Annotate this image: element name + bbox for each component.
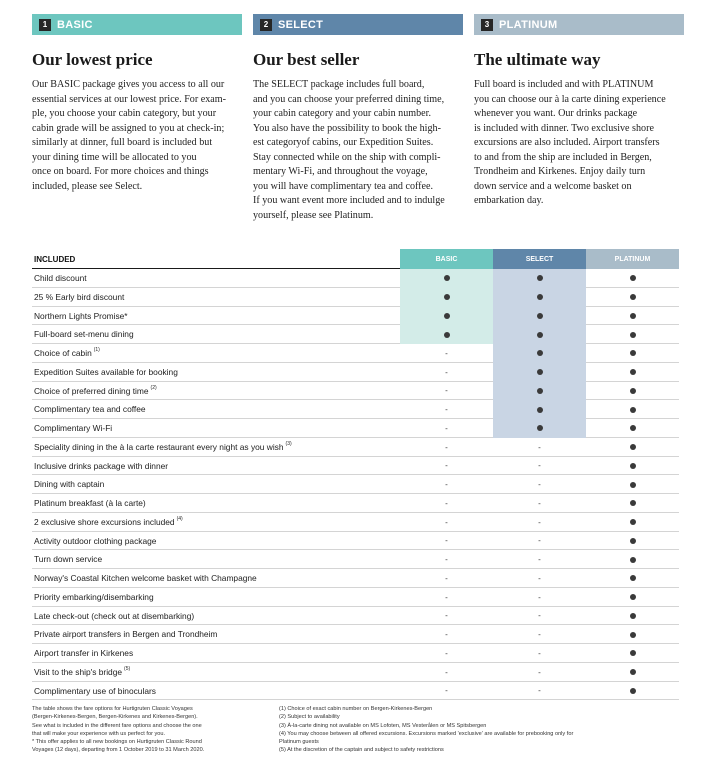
table-row (32, 382, 679, 401)
included-dot-icon (537, 407, 543, 413)
table-row (32, 475, 679, 494)
platinum-number-badge: 3 (481, 19, 493, 31)
feature-name: Choice of preferred dining time (34, 385, 149, 396)
basic-package (32, 14, 242, 194)
description-line: essential services at our lowest price. For exam- (32, 93, 226, 105)
included-dot-icon (537, 294, 543, 300)
table-row (32, 494, 679, 513)
basic-cell (400, 382, 493, 401)
feature-name: Speciality dining in the à la carte restaurant every night as you wish (34, 441, 284, 452)
feature-label (34, 592, 154, 602)
description-line: Our BASIC package gives you access to all our (32, 79, 225, 90)
not-included-dash: - (445, 592, 448, 602)
platinum-description (474, 78, 684, 209)
table-body (32, 269, 679, 700)
included-dot-icon (630, 669, 636, 675)
included-dot-icon (630, 332, 636, 338)
select-heading: Our best seller (253, 50, 360, 69)
select-cell (493, 307, 586, 326)
description-line: You also have the possibility to book the high- (253, 122, 441, 134)
included-dot-icon (630, 275, 636, 281)
description-line: mentary Wi-Fi, and throughout the voyage, (253, 166, 428, 177)
platinum-package (474, 14, 684, 209)
table-row (32, 363, 679, 382)
feature-label (34, 498, 146, 508)
footnote-line: Platinum guests (279, 739, 319, 746)
description-line: you can choose our à la carte dining experience (474, 93, 666, 105)
included-dot-icon (444, 275, 450, 281)
basic-cell (400, 550, 493, 569)
column-header-basic: BASIC (400, 249, 493, 269)
included-dot-icon (630, 463, 636, 469)
platinum-cell (586, 494, 679, 513)
platinum-cell (586, 457, 679, 476)
included-dot-icon (537, 369, 543, 375)
basic-cell (400, 419, 493, 438)
not-included-dash: - (538, 555, 541, 565)
basic-title-bar (32, 14, 242, 35)
feature-label (34, 554, 102, 564)
basic-cell (400, 307, 493, 326)
included-dot-icon (444, 313, 450, 319)
footnote-line: Voyages (12 days), departing from 1 October 2019 to 31 March 2020. (32, 747, 205, 754)
description-line: down service and a welcome basket on (474, 180, 632, 192)
included-dot-icon (630, 557, 636, 563)
included-dot-icon (630, 594, 636, 600)
not-included-dash: - (445, 517, 448, 527)
select-cell (493, 325, 586, 344)
description-line: ple, you choose your cabin category, but your (32, 108, 217, 119)
feature-name: 25 % Early bird discount (34, 291, 125, 302)
select-cell (493, 475, 586, 494)
not-included-dash: - (538, 592, 541, 602)
included-dot-icon (537, 388, 543, 394)
select-cell (493, 363, 586, 382)
platinum-cell (586, 419, 679, 438)
footnote-line: that will make your experience with us perfect for you. (32, 730, 166, 737)
description-line: whenever you want. Our drinks package (474, 108, 638, 119)
not-included-dash: - (445, 686, 448, 696)
table-row (32, 569, 679, 588)
platinum-cell (586, 513, 679, 532)
footnote-line: (2) Subject to availability (279, 714, 340, 721)
table-row (32, 550, 679, 569)
platinum-title: PLATINUM (499, 18, 558, 31)
select-cell (493, 513, 586, 532)
feature-label (34, 386, 157, 396)
platinum-cell (586, 475, 679, 494)
platinum-cell (586, 269, 679, 288)
feature-name: Priority embarking/disembarking (34, 591, 154, 602)
feature-label (34, 667, 130, 677)
table-header-row (32, 249, 679, 269)
not-included-dash: - (538, 442, 541, 452)
footnote-line: The table shows the fare options for Hurtigruten Classic Voyages (32, 706, 193, 712)
select-cell (493, 682, 586, 701)
basic-cell (400, 325, 493, 344)
description-line: Stay connected while on the ship with compli- (253, 151, 441, 163)
platinum-cell (586, 569, 679, 588)
select-cell (493, 663, 586, 682)
included-dot-icon (630, 500, 636, 506)
included-dot-icon (630, 575, 636, 581)
description-line: is included with dinner. Two exclusive shore (474, 122, 654, 134)
feature-name: Airport transfer in Kirkenes (34, 648, 134, 658)
basic-cell (400, 513, 493, 532)
feature-name: Dining with captain (34, 479, 105, 490)
included-dot-icon (537, 313, 543, 319)
footnotes-left (32, 705, 204, 755)
table-row (32, 457, 679, 476)
included-dot-icon (444, 332, 450, 338)
included-dot-icon (537, 350, 543, 356)
basic-cell (400, 588, 493, 607)
not-included-dash: - (445, 667, 448, 677)
feature-label (34, 329, 134, 339)
not-included-dash: - (445, 348, 448, 358)
footnote-line: (Bergen-Kirkenes-Bergen, Bergen-Kirkenes and Kirkenes-Bergen). (32, 714, 198, 721)
description-line: Full board is included and with PLATINUM (474, 79, 654, 90)
feature-name: Northern Lights Promise* (34, 310, 128, 321)
basic-cell (400, 288, 493, 307)
table-row (32, 269, 679, 288)
select-cell (493, 400, 586, 419)
included-dot-icon (630, 350, 636, 356)
basic-cell (400, 663, 493, 682)
feature-name: Complimentary Wi-Fi (34, 423, 113, 433)
not-included-dash: - (538, 667, 541, 677)
feature-name: Choice of cabin (34, 348, 92, 358)
select-cell (493, 419, 586, 438)
feature-label (34, 648, 133, 658)
included-dot-icon (630, 632, 636, 638)
basic-cell (400, 363, 493, 382)
included-dot-icon (630, 294, 636, 300)
select-cell (493, 625, 586, 644)
basic-cell (400, 494, 493, 513)
not-included-dash: - (538, 536, 541, 546)
not-included-dash: - (538, 648, 541, 658)
feature-name: Child discount (34, 273, 87, 283)
included-dot-icon (630, 613, 636, 619)
feature-label (34, 686, 156, 696)
basic-title: BASIC (57, 18, 93, 31)
not-included-dash: - (445, 480, 448, 490)
footnote-line: (3) À-la-carte dining not available on MS Lofoten, MS Vesterålen or MS Spitsbergen (279, 722, 487, 729)
table-header-included: INCLUDED (34, 255, 76, 264)
basic-cell (400, 644, 493, 663)
description-line: to and from the ship are included in Bergen, (474, 151, 652, 163)
footnote-ref: (3) (285, 440, 292, 447)
description-line: excursions are also included. Airport transfers (474, 137, 660, 148)
feature-name: Complimentary tea and coffee (34, 404, 146, 415)
table-row (32, 625, 679, 644)
feature-name: Private airport transfers in Bergen and Trondheim (34, 629, 218, 640)
not-included-dash: - (445, 386, 448, 396)
table-row (32, 663, 679, 682)
feature-name: Platinum breakfast (à la carte) (34, 498, 146, 508)
table-row (32, 307, 679, 326)
select-cell (493, 607, 586, 626)
select-cell (493, 494, 586, 513)
fare-comparison-table (32, 249, 679, 700)
not-included-dash: - (538, 686, 541, 696)
feature-label (34, 536, 156, 546)
description-line: once on board. For more choices and things (32, 166, 209, 177)
platinum-cell (586, 625, 679, 644)
feature-label (34, 273, 87, 283)
table-row (32, 344, 679, 363)
platinum-cell (586, 438, 679, 457)
included-dot-icon (630, 482, 636, 488)
feature-name: Norway's Coastal Kitchen welcome basket with Champagne (34, 573, 257, 583)
included-dot-icon (630, 538, 636, 544)
included-dot-icon (630, 444, 636, 450)
included-dot-icon (630, 650, 636, 656)
table-row (32, 325, 679, 344)
basic-cell (400, 475, 493, 494)
feature-label (34, 292, 124, 302)
not-included-dash: - (538, 630, 541, 640)
select-cell (493, 269, 586, 288)
platinum-heading: The ultimate way (474, 50, 601, 69)
not-included-dash: - (445, 442, 448, 452)
not-included-dash: - (538, 461, 541, 471)
platinum-cell (586, 682, 679, 701)
feature-label (34, 423, 112, 433)
basic-cell (400, 438, 493, 457)
footnotes-right (279, 705, 573, 755)
footnote-line: See what is included in the different fare options and choose the one (32, 722, 202, 729)
basic-cell (400, 457, 493, 476)
not-included-dash: - (445, 461, 448, 471)
not-included-dash: - (538, 611, 541, 621)
feature-name: Expedition Suites available for booking (34, 366, 178, 377)
feature-name: Late check-out (check out at disembarking) (34, 610, 195, 621)
not-included-dash: - (445, 405, 448, 415)
included-dot-icon (537, 425, 543, 431)
included-dot-icon (630, 407, 636, 413)
select-title: SELECT (278, 18, 324, 31)
platinum-cell (586, 644, 679, 663)
not-included-dash: - (445, 555, 448, 565)
table-row (32, 607, 679, 626)
not-included-dash: - (445, 573, 448, 583)
feature-label (34, 611, 194, 621)
included-dot-icon (537, 275, 543, 281)
not-included-dash: - (445, 648, 448, 658)
feature-label (34, 442, 292, 452)
description-line: your cabin category and your cabin number. (253, 108, 431, 119)
feature-name: Activity outdoor clothing package (34, 535, 157, 546)
feature-name: Visit to the ship's bridge (34, 666, 123, 677)
not-included-dash: - (538, 498, 541, 508)
basic-cell (400, 532, 493, 551)
select-cell (493, 457, 586, 476)
platinum-cell (586, 382, 679, 401)
included-dot-icon (630, 388, 636, 394)
description-line: Trondheim and Kirkenes. Enjoy daily turn (474, 166, 646, 177)
platinum-title-bar (474, 14, 684, 35)
platinum-cell (586, 607, 679, 626)
table-row (32, 644, 679, 663)
basic-cell (400, 607, 493, 626)
description-line: similarly at dinner, full board is included but (32, 137, 213, 148)
table-row (32, 513, 679, 532)
column-header-select: SELECT (493, 249, 586, 269)
table-row (32, 438, 679, 457)
select-package (253, 14, 463, 223)
table-row (32, 288, 679, 307)
feature-label (34, 573, 257, 583)
feature-label (34, 311, 128, 321)
included-dot-icon (630, 369, 636, 375)
platinum-cell (586, 307, 679, 326)
platinum-cell (586, 588, 679, 607)
basic-heading: Our lowest price (32, 50, 153, 69)
feature-label (34, 461, 168, 471)
select-cell (493, 532, 586, 551)
table-row (32, 400, 679, 419)
table-row (32, 419, 679, 438)
not-included-dash: - (538, 480, 541, 490)
select-cell (493, 382, 586, 401)
footnote-line: (1) Choice of exact cabin number on Bergen-Kirkenes-Bergen (279, 706, 433, 712)
feature-label (34, 479, 104, 489)
feature-label (34, 629, 217, 639)
feature-name: Turn down service (34, 554, 103, 565)
basic-cell (400, 400, 493, 419)
table-row (32, 682, 679, 701)
description-line: you will have complimentary tea and coffee. (253, 180, 434, 192)
feature-name: Complimentary use of binoculars (34, 685, 156, 696)
description-line: The SELECT package includes full board, (253, 79, 425, 90)
not-included-dash: - (445, 423, 448, 433)
platinum-cell (586, 400, 679, 419)
footnote-line: (4) You may choose between all offered excursions. Excursions marked 'exclusive' are available for prebooking only for (279, 730, 574, 737)
select-cell (493, 644, 586, 663)
select-cell (493, 569, 586, 588)
platinum-cell (586, 663, 679, 682)
feature-label (34, 348, 100, 358)
basic-number-badge: 1 (39, 19, 51, 31)
description-line: cabin grade will be assigned to you at check-in; (32, 122, 225, 134)
not-included-dash: - (445, 536, 448, 546)
table-row (32, 532, 679, 551)
platinum-cell (586, 532, 679, 551)
select-number-badge: 2 (260, 19, 272, 31)
select-cell (493, 438, 586, 457)
footnote-ref: (5) (124, 665, 131, 672)
description-line: embarkation day. (474, 195, 544, 206)
basic-cell (400, 682, 493, 701)
feature-name: Inclusive drinks package with dinner (34, 460, 169, 471)
select-cell (493, 588, 586, 607)
not-included-dash: - (445, 498, 448, 508)
column-header-platinum: PLATINUM (586, 249, 679, 269)
feature-label (34, 404, 146, 414)
basic-cell (400, 344, 493, 363)
description-line: included, please see Select. (32, 180, 143, 192)
basic-cell (400, 269, 493, 288)
footnote-ref: (4) (176, 515, 183, 522)
description-line: yourself, please see Platinum. (253, 209, 374, 221)
not-included-dash: - (538, 517, 541, 527)
platinum-cell (586, 288, 679, 307)
feature-label (34, 367, 178, 377)
description-line: and you can choose your preferred dining time, (253, 93, 445, 105)
footnote-ref: (1) (93, 347, 100, 353)
platinum-cell (586, 344, 679, 363)
description-line: est categoryof cabins, our Expedition Suites. (253, 137, 434, 148)
included-dot-icon (630, 313, 636, 319)
basic-cell (400, 569, 493, 588)
not-included-dash: - (445, 367, 448, 377)
feature-label (34, 517, 183, 527)
basic-description (32, 78, 242, 194)
table-row (32, 588, 679, 607)
feature-name: Full-board set-menu dining (34, 329, 134, 340)
feature-name: 2 exclusive shore excursions included (34, 516, 175, 527)
included-dot-icon (444, 294, 450, 300)
footnote-line: (5) At the discretion of the captain and subject to safety restrictions (279, 747, 444, 754)
not-included-dash: - (445, 630, 448, 640)
not-included-dash: - (445, 611, 448, 621)
footnote-ref: (2) (150, 384, 157, 391)
select-description (253, 78, 463, 223)
footnote-line: * This offer applies to all new bookings on Hurtigruten Classic Round (32, 739, 202, 746)
platinum-cell (586, 325, 679, 344)
description-line: If you want event more included and to indulge (253, 195, 445, 206)
included-dot-icon (630, 425, 636, 431)
select-title-bar (253, 14, 463, 35)
platinum-cell (586, 550, 679, 569)
basic-cell (400, 625, 493, 644)
select-cell (493, 550, 586, 569)
included-dot-icon (630, 519, 636, 525)
not-included-dash: - (538, 573, 541, 583)
platinum-cell (586, 363, 679, 382)
included-dot-icon (630, 688, 636, 694)
description-line: your dining time will be allocated to you (32, 151, 197, 163)
select-cell (493, 344, 586, 363)
included-dot-icon (537, 332, 543, 338)
select-cell (493, 288, 586, 307)
